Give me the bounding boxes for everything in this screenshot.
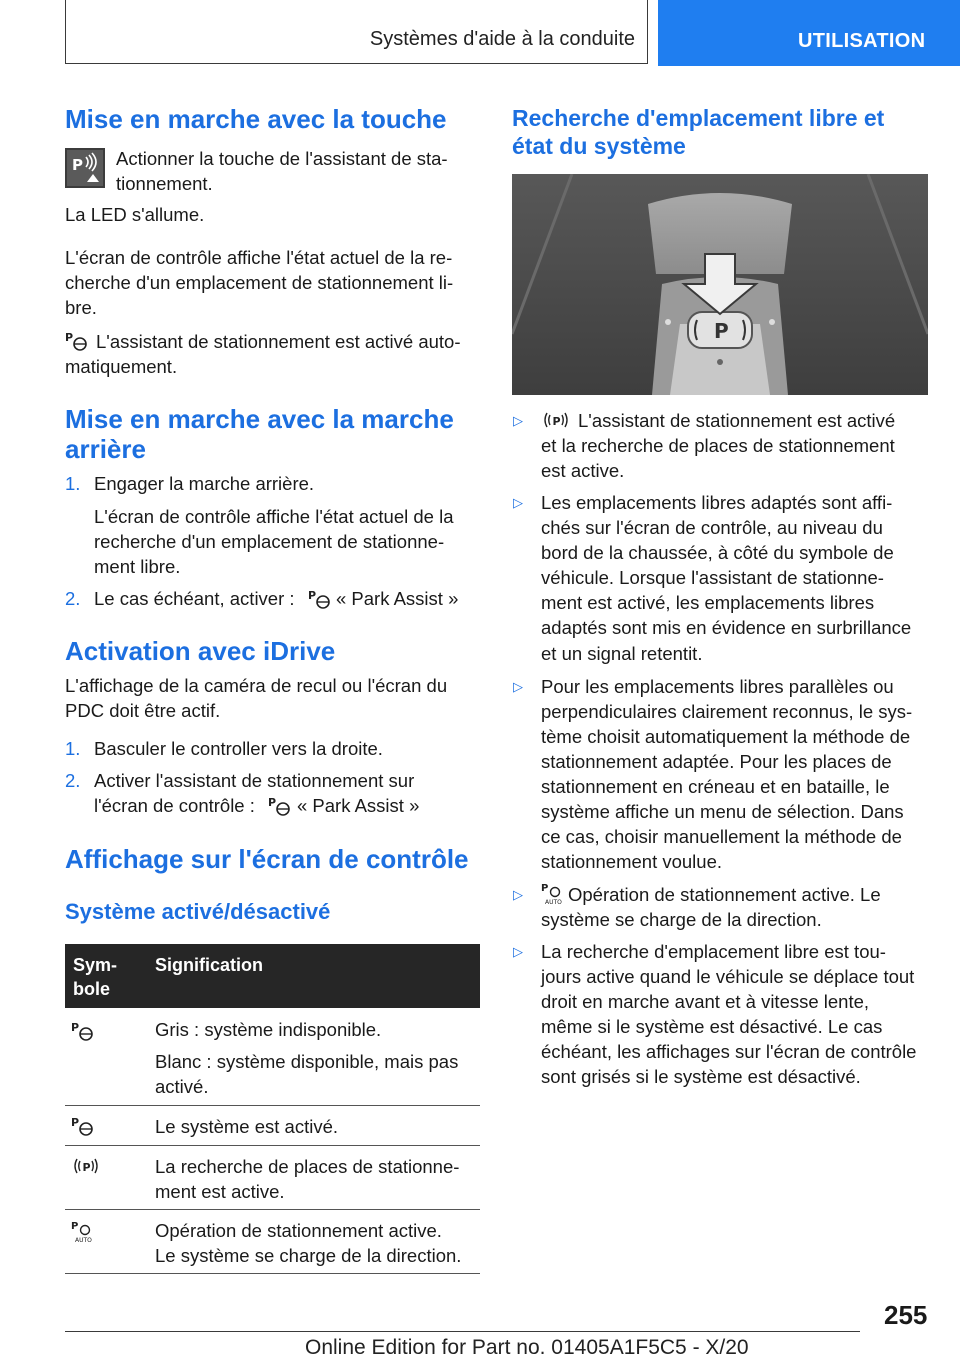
bullet-2-line: ment est activé, les emplacements libres	[541, 592, 875, 613]
arriere-step-2: Le cas échéant, activer :	[94, 588, 295, 609]
svg-text:P: P	[71, 1021, 80, 1034]
bullet-3-line: Pour les emplacements libres parallèles ou	[541, 676, 894, 697]
bullet-3-line: perpendiculaires clairement reconnus, le sys-	[541, 701, 913, 722]
table-row	[65, 1008, 480, 1105]
table-header	[65, 944, 480, 1008]
park-assist-icon	[65, 330, 89, 357]
touche-text-3b: cherche d'un emplacement de stationnement li-	[65, 272, 454, 293]
row-text: activé.	[155, 1076, 209, 1097]
header-bar	[65, 0, 648, 64]
arriere-step-1b-a: L'écran de contrôle affiche l'état actuel de la	[94, 506, 454, 527]
bullet-icon: ▷	[513, 495, 523, 510]
heading-arriere-2: arrière	[65, 434, 146, 464]
bullet-3-line: tème choisit automatiquement la méthode de	[541, 726, 911, 747]
row-text: Le système est activé.	[155, 1116, 339, 1137]
park-assist-icon	[268, 795, 292, 822]
bullet-5-line: sont grisés si le système est désactivé.	[541, 1066, 861, 1087]
arriere-step-1b-c: ment libre.	[94, 556, 181, 577]
arriere-step-1b-b: recherche d'un emplacement de stationne-	[94, 531, 445, 552]
bullet-2-line: chés sur l'écran de contrôle, au niveau du	[541, 517, 883, 538]
park-button-icon	[65, 148, 105, 188]
row-text: Opération de stationnement active.	[155, 1220, 442, 1241]
chapter-tab-label: UTILISATION	[798, 30, 926, 52]
idrive-step-2a: Activer l'assistant de stationnement sur	[94, 770, 415, 791]
table-row	[65, 1105, 480, 1145]
bullet-1c: est active.	[541, 460, 625, 481]
bullet-icon: ▷	[513, 679, 523, 694]
svg-text:P: P	[82, 1161, 91, 1174]
bullet-icon: ▷	[513, 944, 523, 959]
touche-text-3a: L'écran de contrôle affiche l'état actuel de la re-	[65, 247, 453, 268]
row-text: ment est active.	[155, 1181, 285, 1202]
park-assist-icon	[71, 1115, 95, 1142]
step-number: 1.	[65, 738, 81, 759]
row-text: Le système se charge de la direction.	[155, 1245, 462, 1266]
section-title: Systèmes d'aide à la conduite	[369, 28, 635, 50]
bullet-3-line: ce cas, choisir manuellement la méthode de	[541, 826, 902, 847]
park-assist-label: « Park Assist »	[297, 795, 420, 816]
bullet-5-line: La recherche d'emplacement libre est tou-	[541, 941, 886, 962]
bullet-3-line: stationnement voulue.	[541, 851, 723, 872]
parking-search-icon	[71, 1155, 101, 1182]
bullet-2-line: Les emplacements libres adaptés sont affi-	[541, 492, 893, 513]
parking-search-icon	[541, 409, 571, 436]
heading-systeme: Système activé/désactivé	[65, 899, 331, 924]
table-row	[65, 1209, 480, 1273]
bullet-2-line: adaptés sont mis en évidence en surbrillance	[541, 617, 912, 638]
svg-text:AUTO: AUTO	[75, 1237, 92, 1244]
touche-text-4a: L'assistant de stationnement est activé auto-	[96, 331, 461, 352]
heading-recherche-1: Recherche d'emplacement libre et	[512, 105, 885, 131]
bullet-3-line: stationnement en créneau et en bataille, le	[541, 776, 890, 797]
svg-text:P: P	[65, 331, 74, 344]
svg-text:P: P	[71, 1116, 80, 1129]
bullet-4b: système se charge de la direction.	[541, 909, 822, 930]
control-display-image	[512, 174, 928, 395]
idrive-step-2b: l'écran de contrôle :	[94, 795, 255, 816]
col-symbol-b: bole	[73, 979, 111, 999]
svg-text:AUTO: AUTO	[545, 899, 562, 906]
row-text: Gris : système indisponible.	[155, 1019, 382, 1040]
touche-text-1b: tionnement.	[116, 173, 213, 194]
svg-text:P: P	[268, 796, 277, 809]
bullet-3-line: stationnement adaptée. Pour les places de	[541, 751, 892, 772]
bullet-5-line: jours active quand le véhicule se déplace tout	[541, 966, 915, 987]
touche-text-4b: matiquement.	[65, 356, 178, 377]
bullet-2-line: véhicule. Lorsque l'assistant de stationne-	[541, 567, 884, 588]
svg-text:P: P	[71, 1221, 79, 1232]
svg-text:P: P	[308, 589, 317, 602]
bullet-5-line: échéant, les affichages sur l'écran de contrôle	[541, 1041, 917, 1062]
bullet-1b: et la recherche de places de stationnement	[541, 435, 895, 456]
touche-text-1a: Actionner la touche de l'assistant de sta-	[116, 148, 448, 169]
svg-text:P: P	[714, 319, 729, 343]
svg-text:P: P	[541, 883, 549, 894]
bullet-5-line: droit en marche avant et à vitesse lente,	[541, 991, 870, 1012]
arriere-step-1: Engager la marche arrière.	[94, 473, 315, 494]
chapter-tab	[658, 0, 960, 66]
col-symbol-a: Sym-	[73, 955, 118, 975]
row-text: La recherche de places de stationne-	[155, 1156, 460, 1177]
svg-text:P: P	[72, 156, 83, 174]
row-text: Blanc : système disponible, mais pas	[155, 1051, 459, 1072]
heading-touche: Mise en marche avec la touche	[65, 104, 447, 134]
touche-text-2: La LED s'allume.	[65, 204, 205, 225]
step-number: 1.	[65, 473, 81, 494]
touche-text-3c: bre.	[65, 297, 97, 318]
page-number: 255	[884, 1300, 928, 1330]
step-number: 2.	[65, 770, 81, 791]
idrive-text-1b: PDC doit être actif.	[65, 700, 221, 721]
table-row	[65, 1145, 480, 1209]
footer-divider	[65, 1331, 860, 1332]
heading-arriere-1: Mise en marche avec la marche	[65, 404, 454, 434]
bullet-4a: Opération de stationnement active. Le	[568, 884, 881, 905]
table-divider	[65, 1273, 480, 1274]
bullet-2-line: et un signal retentit.	[541, 643, 703, 664]
heading-affichage: Affichage sur l'écran de contrôle	[65, 844, 469, 874]
idrive-text-1a: L'affichage de la caméra de recul ou l'écran du	[65, 675, 448, 696]
edition-text: Online Edition for Part no. 01405A1F5C5 - X/20	[305, 1336, 749, 1359]
bullet-1a: L'assistant de stationnement est activé	[578, 410, 896, 431]
idrive-step-1: Basculer le controller vers la droite.	[94, 738, 383, 759]
heading-recherche-2: état du système	[512, 133, 686, 159]
bullet-3-line: système affiche un menu de sélection. Dans	[541, 801, 904, 822]
park-auto-icon	[71, 1219, 97, 1250]
park-assist-icon	[308, 588, 332, 615]
bullet-5-line: même si le système est désactivé. Le cas	[541, 1016, 883, 1037]
step-number: 2.	[65, 588, 81, 609]
bullet-2-line: bord de la chaussée, à côté du symbole de	[541, 542, 894, 563]
bullet-icon: ▷	[513, 887, 523, 902]
col-meaning: Signification	[155, 955, 263, 975]
bullet-icon: ▷	[513, 413, 523, 428]
park-assist-icon	[71, 1020, 95, 1047]
park-assist-label: « Park Assist »	[336, 588, 459, 609]
svg-text:P: P	[552, 415, 561, 428]
heading-idrive: Activation avec iDrive	[65, 636, 336, 666]
